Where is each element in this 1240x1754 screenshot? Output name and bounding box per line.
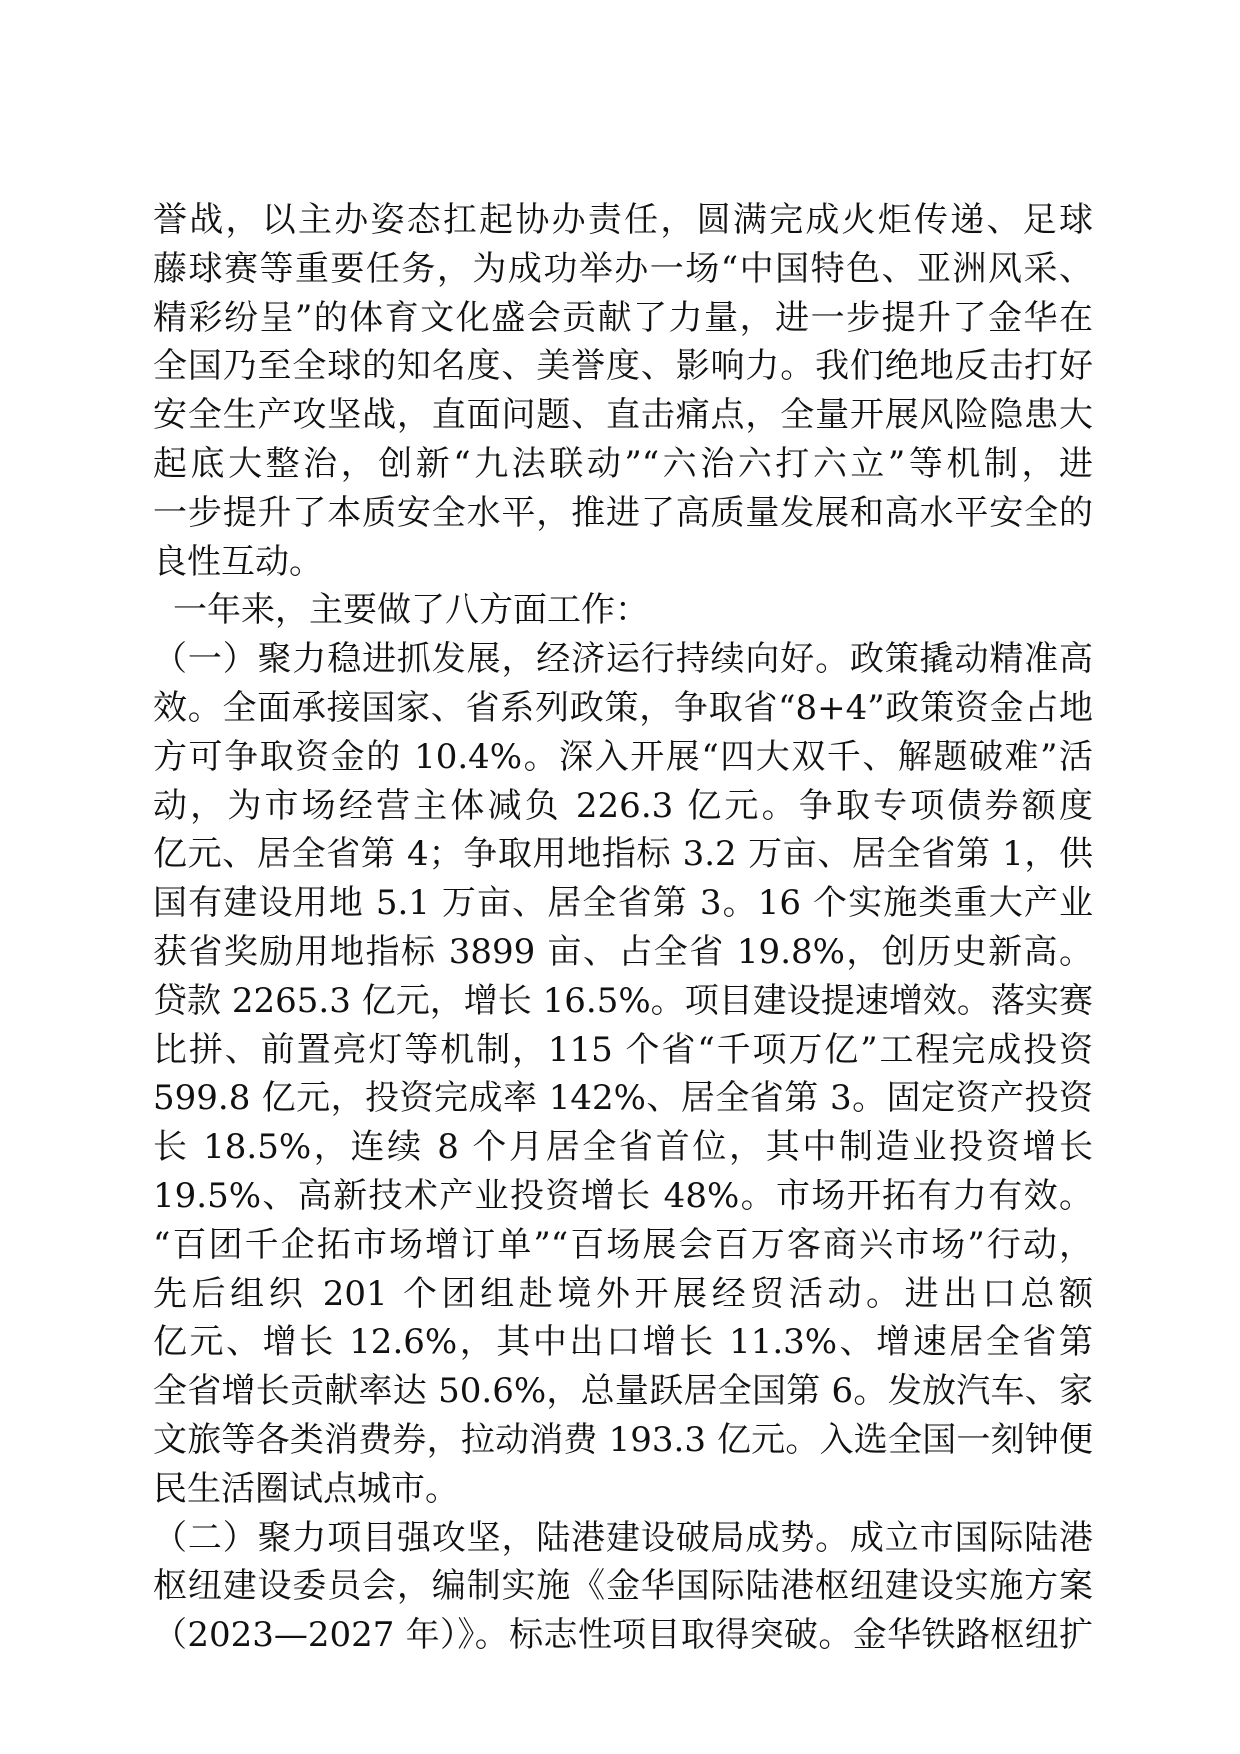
text-line: 599.8 亿元，投资完成率 142%、居全省第 3。固定资产投资 [153, 1078, 1093, 1119]
text-line: “百团千企拓市场增订单”“百场展会百万客商兴市场”行动， [153, 1224, 1093, 1265]
text-line: 一步提升了本质安全水平，推进了高质量发展和高水平安全的 [153, 492, 1093, 533]
text-line: 誉战，以主办姿态扛起协办责任，圆满完成火炬传递、足球 [153, 200, 1093, 240]
text-line: 枢纽建设委员会，编制实施《金华国际陆港枢纽建设实施方案 [153, 1566, 1093, 1607]
text-line: 国有建设用地 5.1 万亩、居全省第 3。16 个实施类重大产业 [153, 883, 1093, 924]
text-line: 方可争取资金的 10.4%。深入开展“四大双千、解题破难”活 [153, 736, 1093, 777]
text-line: 亿元、增长 12.6%，其中出口增长 11.3%、增速居全省第 [153, 1322, 1093, 1363]
text-line: 先后组织 201 个团组赴境外开展经贸活动。进出口总额 [153, 1273, 1093, 1314]
text-line: 全国乃至全球的知名度、美誉度、影响力。我们绝地反击打好 [153, 346, 1093, 387]
text-line: 长 18.5%，连续 8 个月居全省首位，其中制造业投资增长 [153, 1127, 1093, 1168]
text-line: 动，为市场经营主体减负 226.3 亿元。争取专项债券额度 [153, 785, 1093, 826]
text-line: 安全生产攻坚战，直面问题、直击痛点，全量开展风险隐患大 [153, 395, 1093, 436]
text-line: 一年来，主要做了八方面工作： [173, 590, 649, 631]
text-line: 贷款 2265.3 亿元，增长 16.5%。项目建设提速增效。落实赛 [153, 980, 1093, 1021]
text-line: 全省增长贡献率达 50.6%，总量跃居全国第 6。发放汽车、家 [153, 1371, 1093, 1412]
text-line: 亿元、居全省第 4；争取用地指标 3.2 万亩、居全省第 1，供 [153, 834, 1093, 875]
text-line: 效。全面承接国家、省系列政策，争取省“8+4”政策资金占地 [153, 687, 1093, 728]
text-line: 比拼、前置亮灯等机制，115 个省“千项万亿”工程完成投资 [153, 1029, 1093, 1070]
text-line: 起底大整治，创新“九法联动”“六治六打六立”等机制，进 [153, 443, 1093, 484]
text-line: 藤球赛等重要任务，为成功举办一场“中国特色、亚洲风采、 [153, 248, 1093, 289]
section-heading-line: （二）聚力项目强攻坚，陆港建设破局成势。成立市国际陆港 [153, 1517, 1093, 1558]
document-body [153, 196, 1093, 1660]
text-line: 19.5%、高新技术产业投资增长 48%。市场开拓有力有效。 [153, 1175, 1093, 1216]
text-line: 文旅等各类消费券，拉动消费 193.3 亿元。入选全国一刻钟便 [153, 1419, 1093, 1460]
section-heading-line: （一）聚力稳进抓发展，经济运行持续向好。政策撬动精准高 [153, 639, 1093, 680]
text-line: （2023—2027 年）》。标志性项目取得突破。金华铁路枢纽扩 [153, 1615, 1093, 1656]
text-line: 精彩纷呈”的体育文化盛会贡献了力量，进一步提升了金华在 [153, 297, 1093, 338]
text-line: 良性互动。 [153, 541, 323, 582]
text-line: 获省奖励用地指标 3899 亩、占全省 19.8%，创历史新高。 [153, 931, 1093, 972]
text-line: 民生活圈试点城市。 [153, 1468, 459, 1509]
